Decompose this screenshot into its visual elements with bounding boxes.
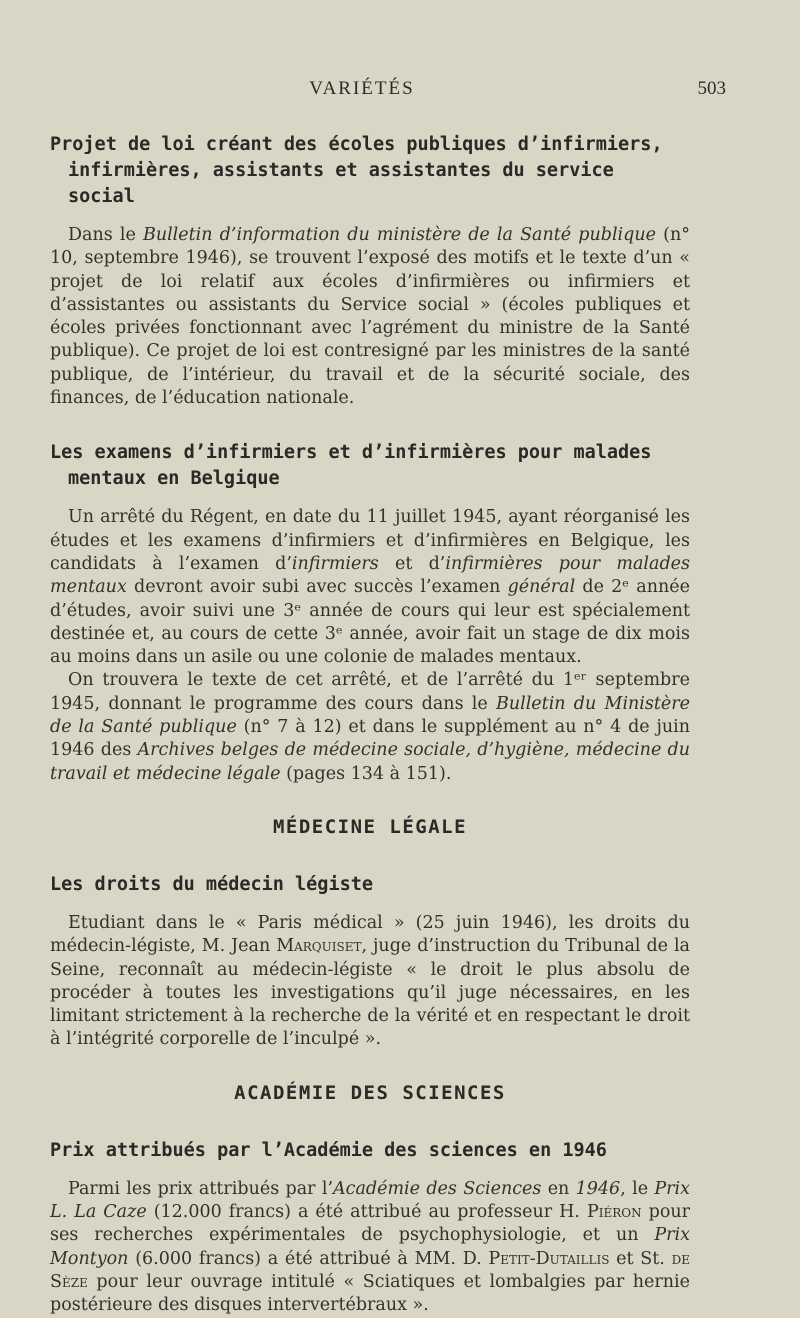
text-run: , le (620, 1178, 655, 1199)
text-run: pour leur ouvrage intitulé « Sciatiques et lombalgies par hernie postérieure des disques intervertébraux ». (50, 1271, 690, 1316)
page-number: 503 (697, 78, 726, 99)
page-content (50, 132, 690, 1318)
text-run-smallcaps: Petit-Dutaillis (488, 1248, 610, 1269)
text-run-smallcaps: Piéron (586, 1202, 642, 1223)
text-run-italic: général (507, 577, 576, 598)
paragraph-examens-1 (50, 506, 690, 669)
text-run-italic: Prix Montyon (50, 1225, 690, 1269)
text-run: (n° 10, septembre 1946), se trouvent l’exposé des motifs et le texte d’un « projet de loi relatif aux écoles d’infirmières ou infirmiers et d’assistantes ou assistants du Service social » (écoles publiques et écoles privées fonctionnant avec l’agrément du ministre de la Santé publique). Ce projet de loi est contresigné par les ministres de la santé publique, de l’intérieur, du travail et de la sécurité sociale, des finances, de l’éducation nationale. (50, 225, 690, 409)
text-run: devront avoir subi avec succès l’examen (126, 577, 508, 598)
running-title: VARIÉTÉS (309, 78, 415, 99)
running-header (0, 78, 800, 108)
text-run-italic: infirmiers (291, 553, 379, 574)
text-run-italic: Bulletin d’information du ministère de la Santé publique (142, 225, 656, 245)
paragraph-droits (50, 912, 690, 1052)
section-heading-projet: Projet de loi créant des écoles publiques d’infirmiers, infirmières, assistants et assistantes du service social (50, 134, 663, 207)
text-run: (pages 134 à 151). (280, 763, 452, 784)
major-heading-medecine-legale: MÉDECINE LÉGALE (272, 815, 468, 838)
paragraph-examens-2 (50, 669, 690, 785)
text-run-italic: 1946 (575, 1178, 621, 1199)
text-run: Etudiant dans le « Paris médical » (25 juin 1946), les droits du médecin-légiste, M. Jean (50, 912, 690, 957)
text-run: en (541, 1178, 576, 1199)
text-run: et St. (609, 1248, 672, 1269)
text-run: pour ses recherches expérimentales de psychophysiologie, et un (50, 1202, 691, 1246)
text-run: On trouvera le texte de cet arrêté, et de l’arrêté du 1ᵉʳ septembre 1945, donnant le programme des cours dans le (50, 670, 690, 714)
text-run-italic: infirmières pour malades mentaux (50, 553, 690, 598)
section-heading-prix: Prix attribués par l’Académie des sciences en 1946 (50, 1139, 607, 1161)
text-run: de 2ᵉ année d’études, avoir suivi une 3ᵉ année de cours qui leur est spécialement destinée et, au cours de cette 3ᵉ année, avoir fait un stage de dix mois au moins dans un asile ou une colonie de malades mentaux. (50, 577, 690, 668)
text-run: , juge d’instruction du Tribunal de la Seine, reconnaît au médecin-légiste « le droit le plus absolu de procéder à toutes les investigations qu’il juge nécessaires, en les limitant strictement à la recherche de la vérité et en respectant le droit à l’intégrité corporelle de l’inculpé ». (50, 936, 690, 1050)
text-run: (6.000 francs) a été attribué à MM. D. (128, 1248, 489, 1269)
text-run-smallcaps: de Sèze (50, 1248, 690, 1292)
text-run-italic: Prix L. La Caze (50, 1178, 690, 1223)
major-heading-academie: ACADÉMIE DES SCIENCES (234, 1081, 506, 1104)
text-run: Un arrêté du Régent, en date du 11 juillet 1945, ayant réorganisé les études et les examens d’infirmiers et d’infirmières en Belgique, les candidats à l’examen d’ (50, 507, 690, 574)
paragraph-prix (50, 1178, 690, 1318)
text-run: et d’ (378, 553, 446, 574)
text-run: (n° 7 à 12) et dans le supplément au n° 4 de juin 1946 des (50, 717, 691, 761)
text-run-smallcaps: Marquiset (276, 936, 362, 957)
section-heading-examens: Les examens d’infirmiers et d’infirmières pour malades mentaux en Belgique (50, 442, 652, 490)
text-run-italic: Académie des Sciences (333, 1178, 542, 1199)
text-run: (12.000 francs) a été attribué au professeur H. (146, 1202, 587, 1223)
section-heading-droits: Les droits du médecin légiste (50, 873, 374, 895)
text-run-italic: Archives belges de médecine sociale, d’hygiène, médecine du travail et médecine légale (50, 740, 691, 784)
paragraph-projet (50, 224, 690, 410)
text-run-italic: Bulletin du Ministère de la Santé publique (50, 693, 690, 738)
text-run: Dans le (68, 225, 143, 245)
text-run: Parmi les prix attribués par l’ (68, 1178, 334, 1199)
